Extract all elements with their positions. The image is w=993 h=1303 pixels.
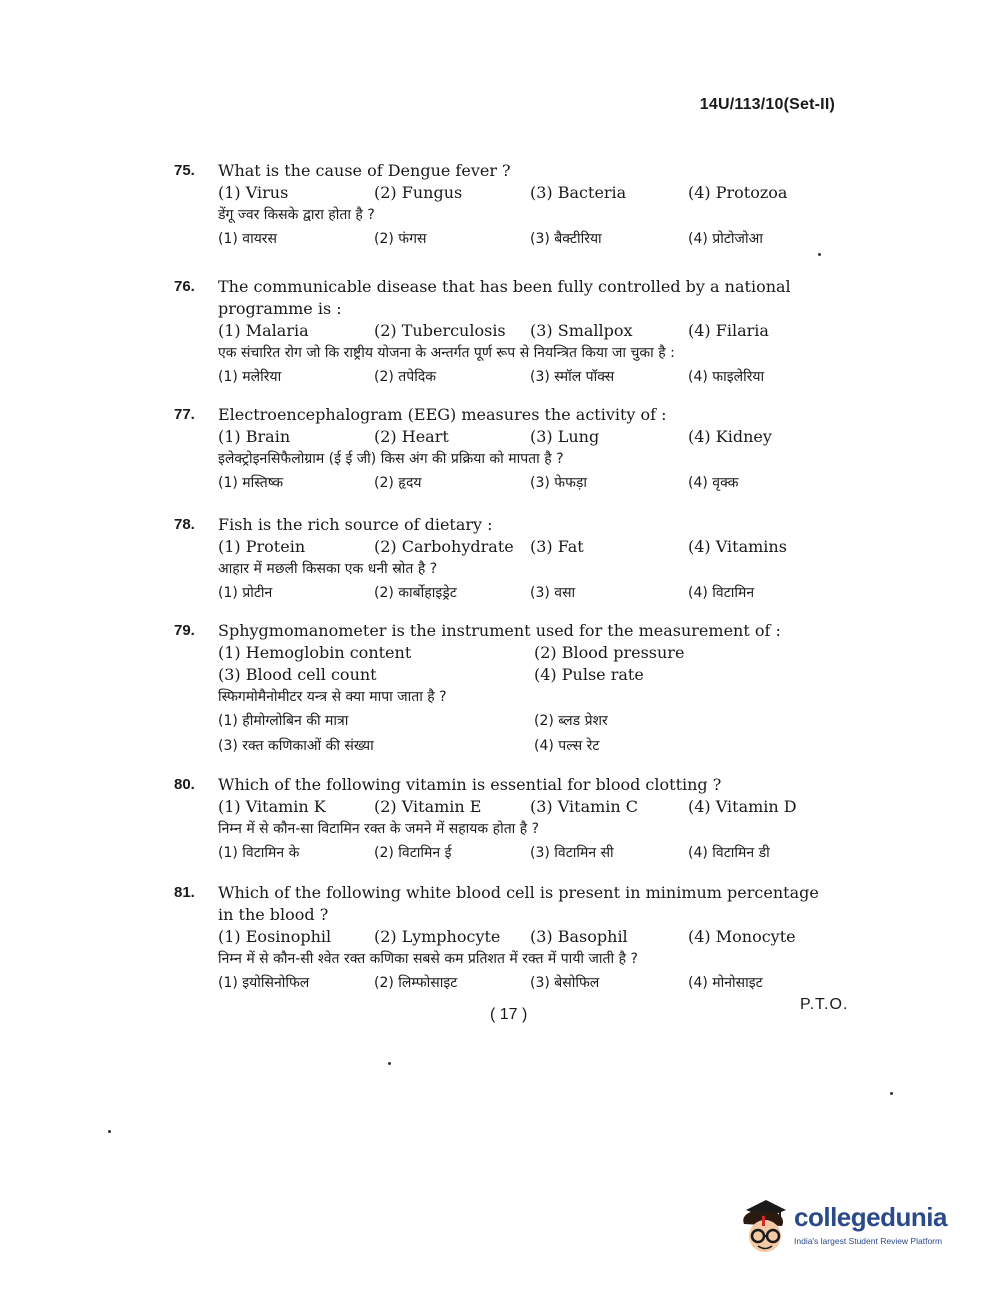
option-1-hindi: (1) हीमोग्लोबिन की मात्रा	[218, 713, 349, 729]
options-row-hindi	[218, 971, 834, 996]
page-number: ( 17 )	[490, 1006, 528, 1023]
question-text: Sphygmomanometer is the instrument used for the measurement of :	[218, 621, 781, 640]
question-text-hindi: डेंगू ज्वर किसके द्वारा होता है ?	[218, 207, 375, 223]
options-row	[218, 664, 834, 686]
option-4-hindi: (4) मोनोसाइट	[688, 975, 763, 991]
option-1: (1) Protein	[218, 537, 306, 556]
option-4: (4) Kidney	[688, 427, 772, 446]
question-text-hindi: निम्न में से कौन-सी श्वेत रक्त कणिका सबसे कम प्रतिशत में रक्त में पायी जाती है ?	[218, 951, 638, 967]
options-row	[218, 320, 834, 342]
option-2: (2) Fungus	[374, 183, 463, 202]
option-2: (2) Vitamin E	[374, 797, 482, 816]
option-1: (1) Brain	[218, 427, 291, 446]
scan-speck	[388, 1062, 391, 1065]
option-2-hindi: (2) फंगस	[374, 231, 427, 247]
question-text: Which of the following vitamin is essential for blood clotting ?	[218, 775, 722, 794]
question-number: 77.	[174, 406, 195, 423]
option-4: (4) Filaria	[688, 321, 769, 340]
question-text-hindi: इलेक्ट्रोइनसिफैलोग्राम (ई ई जी) किस अंग की प्रक्रिया को मापता है ?	[218, 451, 564, 467]
options-row-hindi	[218, 841, 834, 866]
option-3-hindi: (3) रक्त कणिकाओं की संख्या	[218, 738, 374, 754]
pto-label: P.T.O.	[800, 996, 849, 1013]
question-number: 79.	[174, 622, 195, 639]
option-1-hindi: (1) इयोसिनोफिल	[218, 975, 310, 991]
options-row	[218, 426, 834, 448]
options-row	[218, 926, 834, 948]
options-row	[218, 642, 834, 664]
options-row-hindi	[218, 471, 834, 496]
option-2: (2) Carbohydrate	[374, 537, 514, 556]
collegedunia-logo	[736, 1196, 966, 1260]
options-row-hindi	[218, 709, 834, 734]
logo-tagline: India's largest Student Review Platform	[794, 1236, 943, 1246]
option-2-hindi: (2) कार्बोहाइड्रेट	[374, 585, 457, 601]
logo-wordmark: collegedunia	[794, 1202, 947, 1232]
question-number: 78.	[174, 516, 195, 533]
option-1-hindi: (1) मस्तिष्क	[218, 475, 284, 491]
option-3: (3) Basophil	[530, 927, 628, 946]
option-1-hindi: (1) प्रोटीन	[218, 585, 273, 601]
question-text: Electroencephalogram (EEG) measures the activity of :	[218, 405, 667, 424]
question-text-hindi: निम्न में से कौन-सा विटामिन रक्त के जमने में सहायक होता है ?	[218, 821, 540, 837]
option-4-hindi: (4) विटामिन	[688, 585, 755, 601]
option-3: (3) Fat	[530, 537, 584, 556]
question-text-hindi: स्फिगमोमैनोमीटर यन्त्र से क्या मापा जाता है ?	[218, 689, 447, 705]
options-row-hindi	[218, 734, 834, 759]
option-3: (3) Bacteria	[530, 183, 627, 202]
option-1: (1) Hemoglobin content	[218, 643, 412, 662]
question-80	[174, 774, 834, 866]
option-3-hindi: (3) बैक्टीरिया	[530, 231, 602, 247]
option-2-hindi: (2) तपेदिक	[374, 369, 437, 385]
option-4: (4) Vitamin D	[688, 797, 797, 816]
option-4: (4) Vitamins	[688, 537, 787, 556]
question-text-hindi: आहार में मछली किसका एक धनी स्रोत है ?	[218, 561, 438, 577]
option-4-hindi: (4) प्रोटोजोआ	[688, 231, 763, 247]
question-text: Fish is the rich source of dietary :	[218, 515, 493, 534]
options-row	[218, 536, 834, 558]
option-3-hindi: (3) स्मॉल पॉक्स	[530, 369, 615, 385]
options-row-hindi	[218, 581, 834, 606]
option-4: (4) Monocyte	[688, 927, 796, 946]
option-4: (4) Protozoa	[688, 183, 788, 202]
question-77	[174, 404, 834, 496]
option-1: (1) Virus	[218, 183, 289, 202]
question-number: 75.	[174, 162, 195, 179]
question-75	[174, 160, 834, 252]
question-76	[174, 276, 834, 390]
option-2: (2) Tuberculosis	[374, 321, 506, 340]
scan-speck	[890, 1092, 893, 1095]
option-3: (3) Lung	[530, 427, 600, 446]
option-4: (4) Pulse rate	[534, 665, 644, 684]
option-3-hindi: (3) बेसोफिल	[530, 975, 600, 991]
option-1: (1) Malaria	[218, 321, 309, 340]
options-row-hindi	[218, 227, 834, 252]
question-text: The communicable disease that has been fully controlled by a national programme is :	[218, 277, 791, 318]
option-2: (2) Blood pressure	[534, 643, 685, 662]
option-1: (1) Vitamin K	[218, 797, 326, 816]
options-row	[218, 182, 834, 204]
option-4-hindi: (4) वृक्क	[688, 475, 739, 491]
option-2: (2) Heart	[374, 427, 449, 446]
question-number: 76.	[174, 278, 195, 295]
option-2-hindi: (2) ब्लड प्रेशर	[534, 713, 608, 729]
question-number: 80.	[174, 776, 195, 793]
mascot-icon	[736, 1196, 792, 1256]
option-1-hindi: (1) विटामिन के	[218, 845, 300, 861]
question-number: 81.	[174, 884, 195, 901]
option-2: (2) Lymphocyte	[374, 927, 501, 946]
paper-code: 14U/113/10(Set-II)	[699, 96, 835, 113]
option-1-hindi: (1) वायरस	[218, 231, 278, 247]
scan-speck	[108, 1130, 111, 1133]
option-4-hindi: (4) पल्स रेट	[534, 738, 600, 754]
question-text: What is the cause of Dengue fever ?	[218, 161, 511, 180]
option-2-hindi: (2) हृदय	[374, 475, 422, 491]
option-3-hindi: (3) वसा	[530, 585, 576, 601]
option-3: (3) Vitamin C	[530, 797, 639, 816]
scan-speck	[818, 253, 821, 256]
question-78	[174, 514, 834, 606]
question-79	[174, 620, 834, 759]
question-text: Which of the following white blood cell is present in minimum percentage in the blood ?	[218, 883, 819, 924]
option-3-hindi: (3) विटामिन सी	[530, 845, 614, 861]
option-1-hindi: (1) मलेरिया	[218, 369, 282, 385]
option-4-hindi: (4) विटामिन डी	[688, 845, 770, 861]
option-2-hindi: (2) विटामिन ई	[374, 845, 452, 861]
option-3: (3) Smallpox	[530, 321, 633, 340]
question-text-hindi: एक संचारित रोग जो कि राष्ट्रीय योजना के अन्तर्गत पूर्ण रूप से नियन्त्रित किया जा चुका है :	[218, 345, 675, 361]
option-3: (3) Blood cell count	[218, 665, 377, 684]
option-2-hindi: (2) लिम्फोसाइट	[374, 975, 458, 991]
options-row	[218, 796, 834, 818]
option-1: (1) Eosinophil	[218, 927, 332, 946]
options-row-hindi	[218, 365, 834, 390]
option-3-hindi: (3) फेफड़ा	[530, 475, 587, 491]
option-4-hindi: (4) फाइलेरिया	[688, 369, 765, 385]
question-81	[174, 882, 834, 996]
